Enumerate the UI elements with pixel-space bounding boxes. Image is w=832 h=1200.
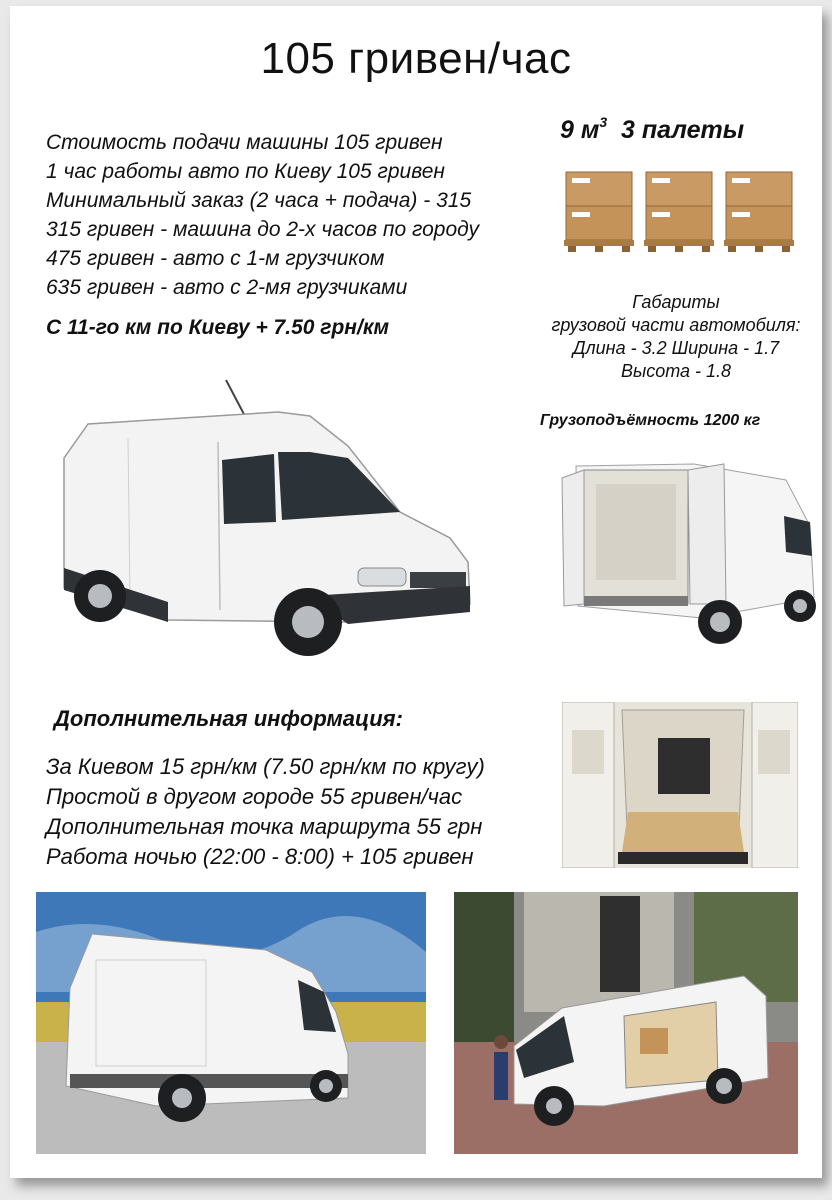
cargo-dimensions — [520, 291, 832, 383]
extra-info-item: Простой в другом городе 55 гривен/час — [46, 784, 463, 809]
pallets-label: 3 палеты — [621, 116, 745, 144]
price-item: 1 час работы авто по Киеву 105 гривен — [46, 160, 445, 183]
pallets-image — [562, 168, 802, 254]
dimensions-heading: Габариты — [632, 292, 720, 312]
km-rate: С 11-го км по Киеву + 7.50 грн/км — [46, 316, 389, 339]
dimensions-line: Длина - 3.2 Ширина - 1.7 — [572, 338, 780, 358]
extra-info-item: Работа ночью (22:00 - 8:00) + 105 гривен — [46, 844, 474, 869]
extra-info-list — [46, 752, 485, 872]
pallet-stack — [644, 172, 714, 252]
extra-info-item: Дополнительная точка маршрута 55 грн — [46, 814, 483, 839]
van-delivery-image — [454, 892, 798, 1154]
price-item: Стоимость подачи машины 105 гривен — [46, 131, 443, 154]
volume-sup: 3 — [599, 114, 608, 130]
dimensions-subheading: грузовой части автомобиля: — [551, 315, 801, 335]
page-title: 105 гривен/час — [260, 34, 572, 83]
pallet-stack — [564, 172, 634, 252]
volume-value: 9 м — [560, 116, 600, 144]
main-van-image — [48, 372, 478, 667]
extra-info-item: За Киевом 15 грн/км (7.50 грн/км по кругу) — [46, 754, 485, 779]
pallet-stack — [724, 172, 794, 252]
dimensions-line: Высота - 1.8 — [620, 361, 732, 381]
price-item: 635 гривен - авто с 2-мя грузчиками — [46, 276, 408, 299]
van-field-image — [36, 892, 426, 1154]
van-open-doors-image — [558, 456, 822, 652]
price-item: 475 гривен - авто с 1-м грузчиком — [46, 247, 385, 270]
load-capacity: Грузоподъёмность 1200 кг — [540, 412, 761, 429]
price-item: Минимальный заказ (2 часа + подача) - 315 — [46, 189, 472, 212]
price-list — [46, 128, 479, 302]
volume-label — [560, 116, 744, 145]
extra-info-heading: Дополнительная информация: — [54, 706, 403, 731]
cargo-interior-image — [562, 702, 798, 868]
price-item: 315 гривен - машина до 2-х часов по городу — [46, 218, 479, 241]
